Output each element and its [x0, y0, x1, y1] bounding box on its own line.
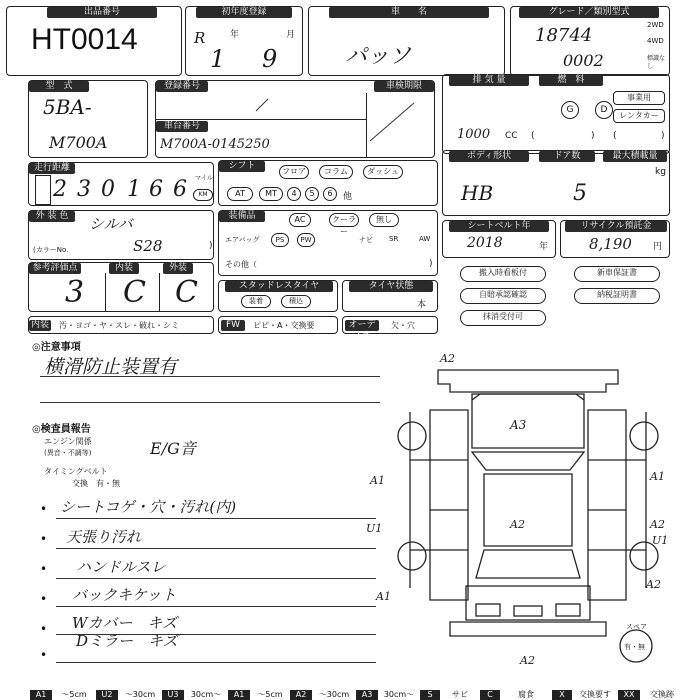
- header-recycle: リサイクル預託金: [565, 221, 667, 232]
- timing-label: タイミングベルト: [44, 467, 108, 476]
- equip-sr: SR: [389, 235, 399, 243]
- header-grade: グレード／類別型式: [519, 7, 659, 18]
- color-code-value: S28: [133, 237, 163, 255]
- remark-item: 天張り汚れ: [66, 528, 142, 546]
- shift-box: [218, 160, 438, 206]
- paren-close-2: ): [661, 131, 665, 141]
- legend-text: 〜30cm: [318, 690, 350, 699]
- unit-km: KM: [193, 189, 213, 201]
- seatbelt-unit: 年: [539, 242, 549, 252]
- shift-at: AT: [227, 187, 253, 201]
- engine-label: エンジン関係: [44, 437, 92, 446]
- mileage-d2: 3: [77, 177, 91, 202]
- rear-bumper: [450, 622, 606, 636]
- equip-paren-close: ): [429, 259, 433, 269]
- header-equipment: 装備品: [219, 211, 265, 222]
- remark-line: [56, 518, 376, 519]
- legend-code: S: [420, 690, 440, 700]
- header-type: 型 式: [29, 81, 89, 92]
- equipment-box: [218, 210, 438, 276]
- mileage-box: [28, 162, 214, 206]
- tail-lamp-l: [476, 604, 500, 616]
- legend-code: A1: [228, 690, 250, 700]
- tire-fl: [398, 422, 426, 450]
- legend-text: 交換跡: [650, 690, 674, 699]
- shift-dash: ダッシュ: [363, 165, 403, 179]
- equip-pw: PW: [297, 233, 315, 247]
- notes-header: ◎注意事項: [32, 342, 81, 353]
- mileage-d1: 2: [53, 177, 73, 202]
- tire-rl: [398, 542, 426, 570]
- use-rental: レンタカー: [613, 109, 665, 123]
- mark-u1-right: U1: [652, 534, 669, 547]
- car-damage-diagram: [380, 350, 680, 682]
- equip-ps: PS: [271, 233, 289, 247]
- unit-mile: マイル: [195, 175, 213, 182]
- remark-item: Dミラー キズ: [76, 632, 178, 650]
- paren-open-2: (: [613, 131, 617, 141]
- score-div2: [159, 273, 160, 311]
- inspector-header: ◎検査員報告: [32, 424, 91, 435]
- color-value: シルバ: [89, 215, 133, 233]
- legend-text: 〜30cm: [124, 690, 156, 699]
- header-total-score: 参考評価点: [29, 263, 81, 274]
- header-seatbelt: シートベルト年: [449, 221, 549, 232]
- equip-airbag: エアバッグ: [225, 236, 260, 244]
- body-value: HB: [461, 181, 494, 205]
- score-div1: [105, 273, 106, 311]
- mileage-check: [35, 175, 51, 205]
- interior-score: C: [123, 275, 146, 310]
- doc-tax: 納税証明書: [574, 288, 660, 304]
- mark-u1-left: U1: [366, 522, 383, 535]
- grade-value: 18744: [535, 25, 593, 46]
- mark-a2-rear: A2: [520, 654, 535, 667]
- legend-text: 〜5cm: [257, 690, 283, 699]
- type-box: [28, 80, 148, 158]
- mark-a2-front: A2: [440, 352, 455, 365]
- registration-box: [155, 80, 435, 158]
- remark-line: [56, 548, 376, 549]
- legend-code: X: [552, 690, 572, 700]
- legend-code: A3: [356, 690, 378, 700]
- doors-value: 5: [573, 181, 587, 206]
- drive-2wd: 2WD: [647, 21, 664, 29]
- body-box: [442, 150, 670, 216]
- fuel-option-g: G: [561, 101, 579, 119]
- color-code-label: (カラーNo.: [33, 246, 69, 254]
- mileage-d5: 6: [149, 177, 163, 202]
- first-registration-box: [185, 6, 303, 76]
- capacity-unit: kg: [655, 167, 666, 177]
- equip-other: その他（: [225, 260, 257, 269]
- timing-sub: 交換 有・無: [72, 479, 120, 488]
- year-value: 1: [210, 45, 226, 73]
- month-label: 月: [286, 30, 296, 40]
- seatbelt-box: [442, 220, 556, 258]
- legend-text: サビ: [452, 690, 468, 699]
- doc-insurance: 自賠承認確認: [460, 288, 546, 304]
- engine-sub: (異音・不調等): [44, 449, 92, 457]
- remark-line: [56, 606, 376, 607]
- equip-none: 無し: [369, 213, 399, 227]
- tail-lamp-r: [556, 604, 580, 616]
- use-business: 事業用: [613, 91, 665, 105]
- header-shift: シフト: [219, 161, 265, 172]
- studless-fitted: 装着: [241, 295, 271, 308]
- header-inspection: 車検期限: [374, 81, 434, 92]
- remark-bullet: •: [40, 532, 48, 546]
- fuel-option-d: D: [595, 101, 613, 119]
- header-exterior-score: 外装: [163, 263, 193, 274]
- mileage-d4: 1: [127, 177, 141, 202]
- type-value-bottom: M700A: [49, 133, 108, 152]
- notes-line2: [40, 402, 380, 403]
- header-doors: ドア数: [539, 151, 595, 162]
- interior-guide-items: 汚・ヨゴ・ヤ・スレ・破れ・シミ: [59, 321, 179, 330]
- remark-item: ハンドルスレ: [76, 558, 166, 576]
- audio-items: 欠・穴: [391, 321, 415, 330]
- mark-a2-right: A2: [650, 518, 665, 531]
- equip-ac: AC: [289, 213, 311, 227]
- interior-guide-box: [28, 316, 214, 334]
- displacement-unit: CC: [505, 131, 518, 141]
- remark-bullet: •: [40, 592, 48, 606]
- shift-mt: MT: [259, 187, 283, 201]
- mark-a2-rr: A2: [646, 578, 661, 591]
- header-fuel: 燃 料: [539, 75, 603, 86]
- equip-cooler: クーラー: [329, 213, 359, 227]
- legend-text: 交換要す: [579, 690, 611, 699]
- remark-bullet: •: [40, 562, 48, 576]
- color-box: [28, 210, 214, 260]
- hood: [472, 394, 584, 448]
- audio-box: [342, 316, 438, 341]
- mileage-d3: 0: [101, 177, 115, 202]
- remark-line: [56, 662, 376, 663]
- studless-loaded: 積込: [281, 295, 311, 308]
- fw-items: ピビ・A・交換要: [253, 321, 315, 330]
- legend-code: U2: [96, 690, 118, 700]
- year-label: 年: [230, 30, 240, 40]
- mark-a1-left: A1: [370, 474, 385, 487]
- lot-code: HT0014: [31, 23, 138, 56]
- header-model-name: 車 名: [329, 7, 489, 18]
- remark-bullet: •: [40, 502, 48, 516]
- seatbelt-value: 2018: [467, 235, 503, 251]
- shift-5: 5: [305, 187, 319, 201]
- header-interior-score: 内装: [109, 263, 139, 274]
- spare-label: スペア: [626, 623, 647, 631]
- legend-code: A2: [290, 690, 312, 700]
- studless-box: [218, 280, 338, 312]
- displacement-value: 1000: [457, 127, 491, 142]
- header-studless: スタッドレスタイヤ: [225, 281, 333, 292]
- mark-a2-roof: A2: [510, 518, 525, 531]
- recycle-value: 8,190: [589, 235, 632, 253]
- remark-item: Wカバー キズ: [72, 614, 178, 632]
- era-value: R: [194, 29, 206, 47]
- header-tire: タイヤ状態: [349, 281, 433, 292]
- strike-marks: [156, 81, 436, 159]
- lot-code-box: [6, 6, 182, 76]
- total-score: 3: [65, 275, 85, 310]
- tire-box: [342, 280, 438, 312]
- engine-fuel-box: [442, 74, 670, 154]
- mark-a1-left2: A1: [376, 590, 391, 603]
- remark-bullet: •: [40, 622, 48, 636]
- remark-item: バックキケット: [72, 586, 177, 604]
- notes-line1: [40, 376, 380, 377]
- shift-6: 6: [323, 187, 337, 201]
- left-side: [430, 410, 468, 600]
- shift-other: 他: [343, 192, 353, 202]
- equip-aw: AW: [419, 235, 431, 243]
- header-interior-guide: 内装: [30, 320, 49, 330]
- equip-navi: ナビ: [359, 236, 373, 244]
- header-audio: オーディオ: [345, 320, 379, 331]
- legend-text: 30cm〜: [383, 690, 415, 699]
- header-fw: FW: [221, 320, 245, 331]
- model-name-box: [308, 6, 505, 76]
- right-side: [588, 410, 626, 600]
- doc-deregister: 抹消受付可: [460, 310, 546, 326]
- shift-column: コラム: [319, 165, 353, 179]
- rear-glass: [476, 550, 580, 578]
- drive-4wd: 4WD: [647, 37, 664, 45]
- header-serial: 出品番号: [47, 7, 157, 18]
- legend-code: C: [480, 690, 500, 700]
- header-color: 外 装 色: [29, 211, 75, 222]
- score-box: [28, 262, 214, 312]
- shift-floor: フロア: [279, 165, 309, 179]
- trunk: [466, 586, 590, 620]
- header-body: ボディ形状: [449, 151, 529, 162]
- legend-text: 〜5cm: [61, 690, 87, 699]
- class-type-value: 0002: [563, 51, 604, 70]
- spare-value: 有・無: [624, 643, 645, 651]
- paren-close: ): [591, 131, 595, 141]
- chassis-value: M700A-0145250: [160, 137, 270, 152]
- shift-4: 4: [287, 187, 301, 201]
- remark-bullet: •: [40, 648, 48, 662]
- doc-warranty: 新車保証書: [574, 266, 660, 282]
- recycle-unit: 円: [653, 242, 663, 252]
- legend-code: U3: [162, 690, 184, 700]
- notes-value: 横滑防止装置有: [44, 356, 178, 378]
- month-value: 9: [262, 45, 278, 73]
- mark-a1-right: A1: [650, 470, 665, 483]
- legend-text: 腐食: [518, 690, 534, 699]
- legend-code: XX: [618, 690, 640, 700]
- header-displacement: 排 気 量: [449, 75, 529, 86]
- remark-item: シートコゲ・穴・汚れ(内): [60, 498, 237, 516]
- windshield: [472, 452, 584, 470]
- paren-open: (: [531, 131, 535, 141]
- header-reg-no: 登録番号: [156, 81, 208, 92]
- legend-text: 30cm〜: [190, 690, 222, 699]
- mileage-d6: 6: [173, 177, 187, 202]
- doc-sign: 搬入時看板付: [460, 266, 546, 282]
- type-value-top: 5BA-: [43, 95, 92, 119]
- roof: [484, 474, 572, 546]
- header-mileage: 走行距離: [29, 163, 75, 174]
- header-first-reg: 初年度登録: [196, 7, 292, 18]
- header-chassis: 車台番号: [156, 121, 208, 132]
- header-capacity: 最大積載量: [603, 151, 667, 162]
- tire-fr: [630, 422, 658, 450]
- engine-value: E/G音: [150, 439, 196, 458]
- fw-box: [218, 316, 338, 334]
- mark-a3-hood: A3: [510, 418, 527, 432]
- exterior-score: C: [175, 275, 198, 310]
- color-paren-close: ): [209, 241, 213, 251]
- legend-code: A1: [30, 690, 52, 700]
- remark-line: [56, 578, 376, 579]
- model-name-value: パッソ: [345, 44, 412, 69]
- tire-unit: 本: [417, 300, 427, 310]
- grade-box: [510, 6, 670, 76]
- front-bumper: [438, 370, 618, 392]
- recycle-box: [560, 220, 670, 258]
- no-sign-label: 標識なし: [647, 55, 666, 70]
